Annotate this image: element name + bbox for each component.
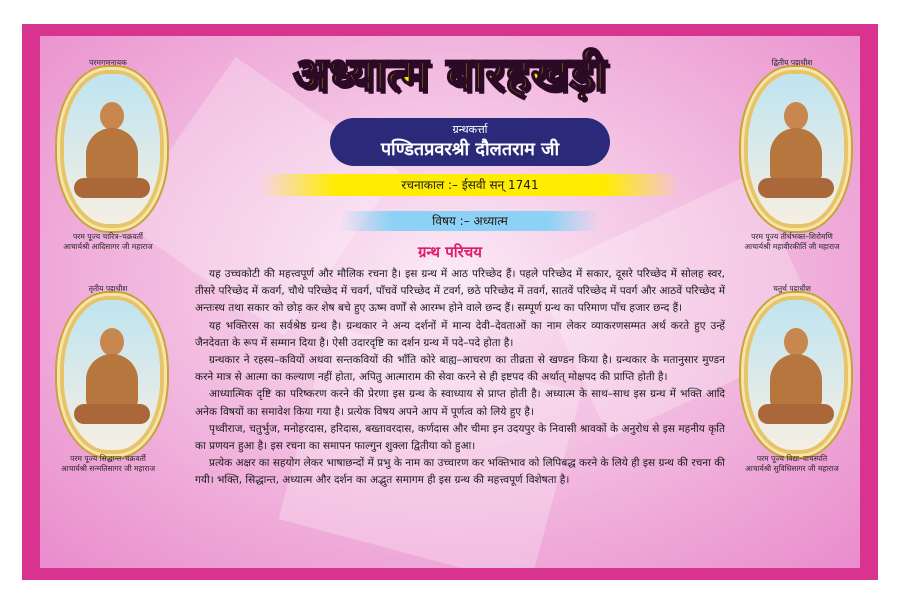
- portrait-4-title: चतुर्थ पट्टाधीश: [773, 284, 811, 293]
- introduction-text: [195, 266, 725, 490]
- portrait-2-frame: [744, 70, 848, 228]
- portrait-figure: [784, 328, 808, 356]
- portrait-3-caption-2: आचार्यश्री सन्मतिसागर जी महाराज: [60, 464, 156, 473]
- author-label: ग्रन्थकर्त्ता: [452, 123, 488, 136]
- portrait-figure: [100, 102, 124, 130]
- poster-title: अध्यात्म बारहखड़ी: [292, 47, 608, 101]
- portrait-3-caption-1: परम पूज्य सिद्धान्त–चक्रवर्ती: [70, 454, 146, 463]
- portrait-4-caption-2: आचार्यश्री सुविधिसागर जी महाराज: [745, 464, 839, 473]
- section-heading: ग्रन्थ परिचय: [417, 243, 483, 261]
- paragraph: यह भक्तिरस का सर्वश्रेष्ठ ग्रन्थ है। ग्रन्थकार ने अन्य दर्शनों में मान्य देवी–देवताओं का नाम लेकर व्याकरणसम्मत अर्थ करते हुए उन्हें जैनदेवता के रूप में सम्मान दिया है। ऐसी उदारदृष्टि का दर्शन ग्रन्थ में पदे–पदे होता है।: [195, 319, 725, 349]
- author-box: [330, 118, 610, 166]
- composition-period: रचनाकाल :– ईसवी सन् 1741: [260, 174, 680, 196]
- portrait-1-caption-2: आचार्यश्री आदिसागर जी महाराज: [63, 242, 153, 251]
- paragraph: ग्रन्थकार ने रहस्य–कवियों अथवा सन्तकवियों की भाँति कोरे बाह्य–आचरण का तीव्रता से खण्डन किया है। ग्रन्थकार के मतानुसार मुण्डन करने मात्र से आत्मा का कल्याण नहीं होता, अपितु आत्माराम की सेवा करने से ही इष्टपद की अर्थात् मोक्षपद की प्राप्ति होती है।: [195, 354, 725, 384]
- portrait-2-caption-1: परम पूज्य तीर्थभक्त–शिरोमणि: [751, 232, 833, 241]
- poster-border: [22, 24, 878, 580]
- portrait-2-caption-2: आचार्यश्री महावीरकीर्ति जी महाराज: [744, 242, 840, 251]
- portrait-2-title: द्वितीय पट्टाधीश: [771, 58, 813, 67]
- paragraph: यह उच्चकोटी की महत्त्वपूर्ण और मौलिक रचना है। इस ग्रन्थ में आठ परिच्छेद हैं। पहले परिच्छेद में सकार, दूसरे परिच्छेद में सोलह स्वर, तीसरे परिच्छेद में कवर्ग, चौथे परिच्छेद में चवर्ग, पाँचवें परिच्छेद में टवर्ग, छठे परिच्छेद में तवर्ग, सातवें परिच्छेद में पवर्ग और आठवें परिच्छेद में अन्तःस्थ तथा सकार को छोड़ कर शेष बचे हुए ऊष्म वर्णों से आरम्भ होने वाले छन्द हैं। सम्पूर्ण ग्रन्थ का परिमाण पाँच हजार छन्द हैं।: [195, 268, 725, 315]
- portrait-4-frame: [744, 296, 848, 454]
- paragraph: आध्यात्मिक दृष्टि का परिष्करण करने की प्रेरणा इस ग्रन्थ के स्वाध्याय से प्राप्त होती है। अध्यात्म के साथ–साथ इस ग्रन्थ में भक्ति आदि अनेक विषयों का समावेश किया गया है। प्रत्येक विषय अपने आप में पूर्णत्व को लिये हुए है।: [195, 388, 725, 418]
- paragraph: पृथ्वीराज, चतुर्भुज, मनोहरदास, हरिदास, बख्तावरदास, कर्णदास और चीमा इन उदयपुर के निवासी श्रावकों के अनुरोध से इस महनीय कृति का प्रणयन हुआ है। इस रचना का समापन फाल्गुन शुक्ला द्वितीया को हुआ।: [195, 422, 725, 453]
- portrait-1-title: परमगणनायक: [89, 58, 127, 67]
- portrait-figure: [100, 328, 124, 356]
- author-name: पण्डितप्रवरश्री दौलतराम जी: [380, 139, 560, 160]
- portrait-3-title: तृतीय पट्टाधीश: [88, 284, 128, 293]
- portrait-figure: [784, 102, 808, 130]
- portrait-1-frame: [60, 70, 164, 228]
- portrait-3-frame: [60, 296, 164, 454]
- poster-background: [40, 36, 860, 568]
- subject-label: विषय :– अध्यात्म: [340, 211, 600, 231]
- portrait-1-caption-1: परम पूज्य चारित्र–चक्रवर्ती: [73, 232, 143, 241]
- paragraph: प्रत्येक अक्षर का सहयोग लेकर भाषाछन्दों में प्रभु के नाम का उच्चारण कर भक्तिभाव को लिपिबद्ध करने के लिये ही इस ग्रन्थ की रचना की गयी। भक्ति, सिद्धान्त, अध्यात्म और दर्शन का अद्भुत समागम ही इस ग्रन्थ की महत्त्वपूर्ण विशेषता है।: [195, 457, 725, 487]
- portrait-4-caption-1: परम पूज्य विद्या–वाचस्पति: [756, 454, 828, 463]
